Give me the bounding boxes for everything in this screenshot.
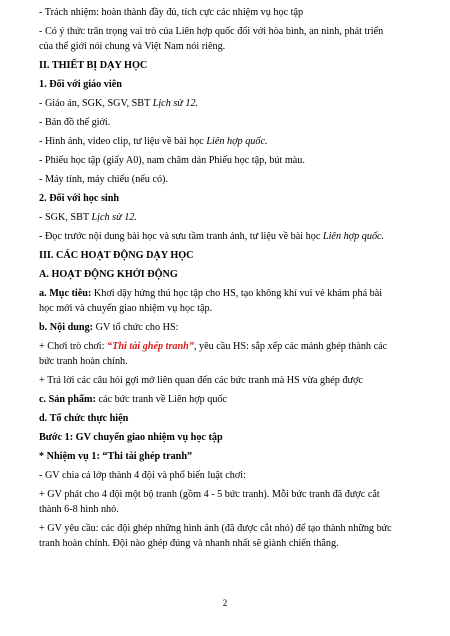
text-line: + GV yêu cầu: các đội ghép những hình ảnh (đã được cắt nhỏ) để tạo thành những bức [39,523,392,534]
text-line: + GV phát cho 4 đội một bộ tranh (gồm 4 - 5 bức tranh). Mỗi bức tranh đã được cắt [39,489,380,500]
text-run: , yêu cầu HS: sắp xếp các mảnh ghép thành các [193,341,388,352]
text-line: tranh hoàn chỉnh. Đội nào ghép đúng và nhanh nhất sẽ giành chiến thắng. [39,538,339,549]
text-line: - Có ý thức trân trọng vai trò của Liên hợp quốc đối với hòa bình, an ninh, phát triển [39,26,384,37]
text-line: - GV chia cả lớp thành 4 đội và phổ biến luật chơi: [39,470,246,481]
subsection-heading: 1. Đối với giáo viên [39,79,122,90]
text-line: - Phiếu học tập (giấy A0), nam châm dán Phiếu học tập, bút màu. [39,155,305,166]
section-heading: A. HOẠT ĐỘNG KHỞI ĐỘNG [39,269,178,280]
text-line: - Máy tính, máy chiếu (nếu có). [39,174,169,185]
game-title-run: “Thi tài ghép tranh” [107,341,194,352]
text-line [39,321,179,334]
text-line: bức tranh hoàn chỉnh. [39,356,128,367]
text-line: - Trách nhiệm: hoàn thành đầy đủ, tích cực các nhiệm vụ học tập [39,7,304,18]
text-run: các bức tranh về Liên hợp quốc [95,394,228,405]
text-line [39,340,387,353]
text-run: GV tổ chức cho HS: [93,322,179,333]
text-line [39,230,384,243]
text-run: + Chơi trò chơi: [39,341,108,352]
task-heading: * Nhiệm vụ 1: “Thi tài ghép tranh” [39,451,193,462]
text-run: - Đọc trước nội dung bài học và sưu tầm tranh ảnh, tư liệu về bài học [39,231,323,242]
text-line [39,135,268,148]
text-run: Khơi dậy hứng thú học tập cho HS, tạo không khí vui vẻ khám phá bài [91,288,383,299]
text-run: - SGK, SBT [39,212,92,223]
text-run: - Hình ảnh, video clip, tư liệu về bài học [39,136,207,147]
text-line [39,287,382,300]
italic-run: Lịch sử 12. [91,212,137,223]
subsection-heading: 2. Đối với học sinh [39,193,120,204]
text-line: thành 6-8 hình nhỏ. [39,504,119,515]
text-line: của thế giới nói chung và Việt Nam nói riêng. [39,41,226,52]
text-line [39,393,227,406]
label-run: c. Sản phẩm: [39,394,96,405]
step-heading: Bước 1: GV chuyển giao nhiệm vụ học tập [39,432,223,443]
italic-run: Lịch sử 12. [152,98,199,109]
italic-run: Liên hợp quốc. [322,231,385,242]
subsection-heading: d. Tổ chức thực hiện [39,413,129,424]
text-line [39,97,198,110]
text-line: học mới và chuyển giao nhiệm vụ học tập. [39,303,213,314]
text-line [39,211,137,224]
text-run: - Giáo án, SGK, SGV, SBT [39,98,153,109]
section-heading: III. CÁC HOẠT ĐỘNG DẠY HỌC [39,250,194,261]
label-run: a. Mục tiêu: [39,288,92,299]
section-heading: II. THIẾT BỊ DẠY HỌC [39,60,148,71]
text-line: - Bản đồ thế giới. [39,117,111,128]
label-run: b. Nội dung: [39,322,94,333]
page-number: 2 [222,598,228,608]
italic-run: Liên hợp quốc. [206,136,268,147]
text-line: + Trả lời các câu hỏi gợi mở liên quan đến các bức tranh mà HS vừa ghép được [39,375,363,386]
